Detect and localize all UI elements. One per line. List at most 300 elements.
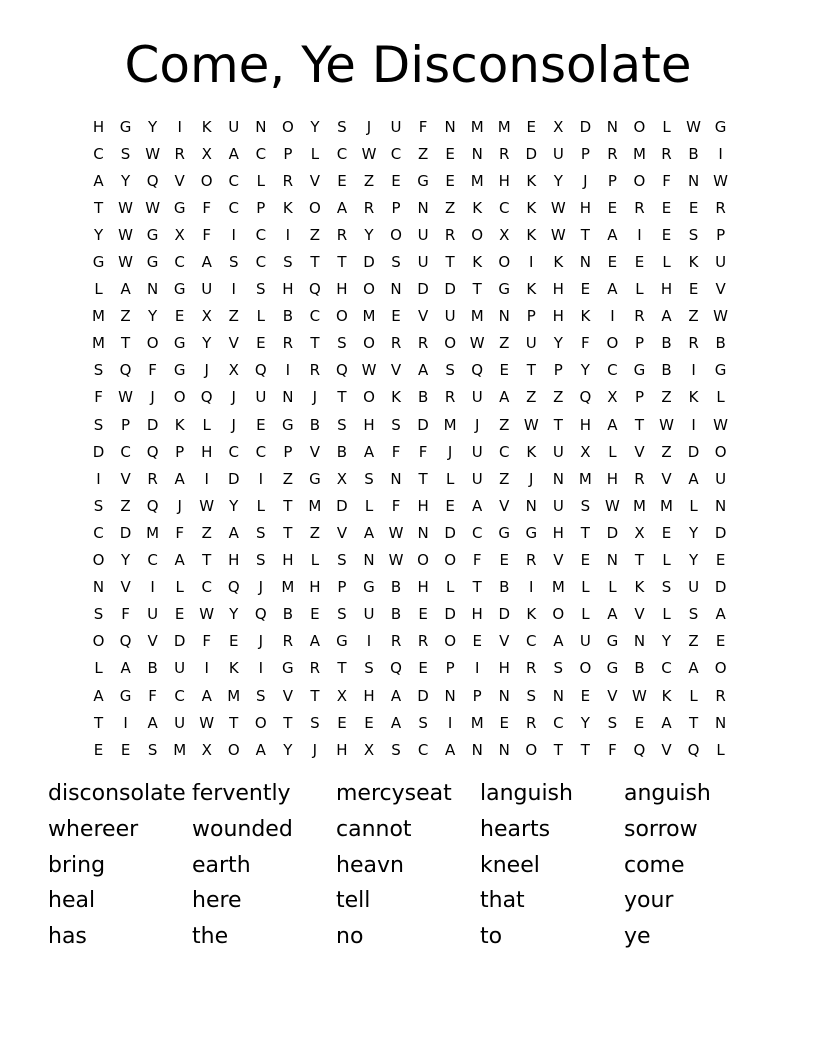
grid-letter: Y xyxy=(580,713,590,732)
grid-letter: E xyxy=(445,144,455,163)
grid-letter: X xyxy=(201,740,212,759)
grid-letter: D xyxy=(417,686,429,705)
grid-letter: M xyxy=(551,578,565,597)
grid-letter: L xyxy=(175,578,184,597)
grid-letter: T xyxy=(634,551,645,570)
grid-letter: T xyxy=(553,415,563,434)
grid-letter: W xyxy=(118,225,133,244)
grid-letter: J xyxy=(474,415,480,434)
grid-letter: C xyxy=(390,144,402,163)
grid-letter: G xyxy=(498,280,511,299)
grid-letter: S xyxy=(256,523,266,542)
grid-letter: R xyxy=(336,225,348,244)
grid-letter: D xyxy=(363,253,375,272)
word-list-item: to xyxy=(480,924,503,949)
grid-letter: C xyxy=(607,361,618,380)
grid-letter: R xyxy=(607,144,618,163)
grid-letter: E xyxy=(310,605,320,624)
grid-letter: K xyxy=(228,659,239,678)
grid-letter: D xyxy=(92,442,105,461)
grid-letter: R xyxy=(526,713,537,732)
grid-letter: Q xyxy=(146,442,159,461)
grid-letter: F xyxy=(418,117,428,136)
grid-letter: J xyxy=(447,442,453,461)
grid-letter: E xyxy=(472,632,482,651)
grid-letter: F xyxy=(202,198,212,217)
grid-letter: N xyxy=(552,686,564,705)
grid-letter: A xyxy=(363,442,375,461)
grid-letter: K xyxy=(553,253,564,272)
grid-letter: D xyxy=(444,523,456,542)
grid-letter: C xyxy=(526,632,537,651)
grid-letter: M xyxy=(227,686,241,705)
grid-letter: U xyxy=(174,713,186,732)
grid-letter: V xyxy=(174,171,185,190)
grid-letter: R xyxy=(715,686,726,705)
grid-letter: K xyxy=(526,605,537,624)
grid-letter: H xyxy=(660,280,673,299)
grid-letter: E xyxy=(364,713,374,732)
grid-letter: N xyxy=(498,686,510,705)
grid-letter: I xyxy=(529,253,534,272)
grid-letter: G xyxy=(363,578,375,597)
grid-letter: R xyxy=(444,225,456,244)
grid-letter: G xyxy=(309,469,321,488)
grid-letter: L xyxy=(310,144,320,163)
grid-letter: K xyxy=(526,442,537,461)
grid-letter: E xyxy=(93,740,104,759)
grid-letter: F xyxy=(418,442,428,461)
grid-letter: G xyxy=(92,253,105,272)
grid-letter: T xyxy=(283,713,293,732)
grid-letter: W xyxy=(523,415,539,434)
grid-letter: G xyxy=(633,361,646,380)
grid-letter: J xyxy=(204,361,209,380)
grid-letter: W xyxy=(550,198,566,217)
grid-letter: H xyxy=(309,578,321,597)
grid-letter: Y xyxy=(580,361,590,380)
grid-letter: Y xyxy=(364,225,374,244)
grid-letter: Q xyxy=(254,605,267,624)
grid-letter: E xyxy=(418,659,428,678)
grid-letter: R xyxy=(174,144,185,163)
grid-letter: E xyxy=(580,280,591,299)
grid-letter: R xyxy=(309,659,321,678)
grid-letter: O xyxy=(525,740,538,759)
grid-letter: V xyxy=(417,307,429,326)
grid-letter: M xyxy=(92,307,105,326)
grid-letter: F xyxy=(148,361,157,380)
grid-letter: G xyxy=(282,659,294,678)
grid-letter: A xyxy=(688,469,699,488)
grid-letter: N xyxy=(579,253,591,272)
grid-letter: U xyxy=(363,605,375,624)
grid-letter: T xyxy=(283,496,293,515)
grid-letter: N xyxy=(444,686,456,705)
grid-letter: Z xyxy=(499,415,510,434)
grid-letter: S xyxy=(445,361,455,380)
grid-letter: Z xyxy=(499,469,510,488)
grid-letter: E xyxy=(634,253,645,272)
grid-letter: S xyxy=(391,415,401,434)
grid-letter: D xyxy=(687,442,700,461)
grid-letter: D xyxy=(444,605,456,624)
grid-row xyxy=(85,276,734,303)
grid-letter: H xyxy=(498,171,510,190)
grid-letter: B xyxy=(390,605,402,624)
grid-letter: V xyxy=(715,280,726,299)
grid-letter: M xyxy=(308,496,322,515)
grid-letter: I xyxy=(177,117,182,136)
grid-letter: S xyxy=(256,280,266,299)
grid-letter: B xyxy=(282,605,293,624)
grid-letter: T xyxy=(310,334,320,353)
word-list-item: no xyxy=(336,924,364,949)
grid-row xyxy=(85,303,734,330)
grid-letter: U xyxy=(417,225,429,244)
grid-letter: T xyxy=(337,659,347,678)
grid-letter: I xyxy=(258,469,264,488)
grid-letter: S xyxy=(93,415,104,434)
grid-letter: N xyxy=(417,198,429,217)
grid-letter: R xyxy=(715,198,726,217)
grid-letter: Y xyxy=(661,632,672,651)
grid-letter: A xyxy=(553,632,564,651)
grid-letter: X xyxy=(634,523,645,542)
grid-letter: H xyxy=(201,442,213,461)
grid-letter: S xyxy=(337,334,347,353)
grid-letter: M xyxy=(660,496,673,515)
grid-letter: V xyxy=(120,578,131,597)
grid-letter: E xyxy=(499,361,509,380)
grid-letter: Z xyxy=(363,171,375,190)
grid-letter: W xyxy=(550,225,566,244)
grid-letter: W xyxy=(713,415,729,434)
grid-letter: F xyxy=(391,496,401,515)
grid-letter: W xyxy=(361,144,377,163)
grid-letter: S xyxy=(580,496,591,515)
grid-letter: C xyxy=(417,740,429,759)
grid-letter: S xyxy=(310,713,320,732)
grid-letter: N xyxy=(714,496,727,515)
word-list-item: come xyxy=(624,852,685,878)
grid-letter: V xyxy=(499,632,510,651)
grid-letter: V xyxy=(309,442,321,461)
word-list-item: wounded xyxy=(192,816,293,842)
grid-letter: W xyxy=(145,198,161,217)
grid-letter: S xyxy=(688,225,699,244)
grid-letter: F xyxy=(121,605,130,624)
grid-letter: B xyxy=(661,334,672,353)
grid-letter: D xyxy=(606,523,619,542)
grid-letter: P xyxy=(175,442,185,461)
grid-letter: D xyxy=(336,496,348,515)
grid-letter: R xyxy=(634,469,645,488)
grid-letter: E xyxy=(499,551,509,570)
grid-letter: A xyxy=(499,388,510,407)
grid-letter: E xyxy=(174,605,185,624)
grid-row xyxy=(85,411,734,438)
grid-letter: C xyxy=(201,578,212,597)
grid-letter: B xyxy=(688,144,699,163)
grid-letter: V xyxy=(309,171,321,190)
grid-letter: L xyxy=(635,280,644,299)
grid-letter: S xyxy=(93,496,104,515)
grid-letter: B xyxy=(309,415,321,434)
grid-letter: U xyxy=(688,578,700,597)
grid-letter: V xyxy=(499,496,510,515)
grid-letter: F xyxy=(202,632,212,651)
grid-letter: X xyxy=(336,469,348,488)
grid-letter: R xyxy=(661,144,672,163)
grid-letter: P xyxy=(256,198,266,217)
grid-letter: J xyxy=(231,415,236,434)
grid-letter: S xyxy=(364,469,374,488)
grid-letter: C xyxy=(309,307,321,326)
grid-letter: B xyxy=(336,442,348,461)
grid-letter: D xyxy=(417,280,429,299)
grid-letter: N xyxy=(714,713,727,732)
grid-letter: A xyxy=(309,632,321,651)
grid-letter: C xyxy=(471,523,483,542)
grid-letter: Y xyxy=(310,117,320,136)
grid-letter: E xyxy=(256,415,266,434)
grid-letter: Z xyxy=(309,225,321,244)
grid-letter: D xyxy=(227,469,240,488)
grid-letter: Y xyxy=(93,225,104,244)
grid-letter: S xyxy=(526,686,537,705)
grid-letter: I xyxy=(447,713,453,732)
grid-letter: S xyxy=(337,117,347,136)
grid-letter: T xyxy=(580,740,590,759)
grid-letter: N xyxy=(498,740,510,759)
grid-letter: I xyxy=(691,415,696,434)
grid-letter: M xyxy=(281,578,295,597)
grid-letter: U xyxy=(390,117,402,136)
word-list-item: whereer xyxy=(48,816,139,842)
grid-row xyxy=(85,547,734,574)
grid-letter: M xyxy=(632,496,646,515)
grid-letter: N xyxy=(633,632,646,651)
grid-letter: C xyxy=(553,713,564,732)
grid-letter: A xyxy=(120,659,131,678)
grid-letter: E xyxy=(526,117,537,136)
grid-letter: U xyxy=(552,442,564,461)
grid-letter: A xyxy=(715,605,726,624)
grid-row xyxy=(85,194,734,221)
grid-letter: Q xyxy=(471,361,484,380)
grid-letter: Z xyxy=(309,523,321,542)
grid-letter: S xyxy=(283,253,293,272)
grid-letter: C xyxy=(93,144,104,163)
grid-letter: G xyxy=(173,334,186,353)
grid-letter: V xyxy=(553,551,564,570)
grid-letter: I xyxy=(204,659,209,678)
grid-letter: I xyxy=(691,361,696,380)
grid-letter: M xyxy=(92,334,105,353)
grid-letter: H xyxy=(336,280,348,299)
grid-letter: P xyxy=(526,307,536,326)
grid-letter: S xyxy=(93,605,104,624)
grid-letter: S xyxy=(553,659,564,678)
grid-letter: F xyxy=(662,171,671,190)
grid-letter: G xyxy=(146,253,159,272)
grid-letter: J xyxy=(312,740,318,759)
grid-letter: N xyxy=(471,740,483,759)
grid-letter: Y xyxy=(120,551,131,570)
grid-letter: L xyxy=(608,578,617,597)
grid-letter: J xyxy=(258,632,264,651)
grid-letter: Q xyxy=(633,740,646,759)
grid-letter: W xyxy=(118,253,133,272)
grid-letter: G xyxy=(282,415,294,434)
grid-letter: O xyxy=(308,198,321,217)
grid-letter: A xyxy=(228,523,239,542)
grid-letter: I xyxy=(123,713,128,732)
grid-letter: U xyxy=(715,253,727,272)
grid-letter: Q xyxy=(687,740,700,759)
grid-letter: K xyxy=(282,198,293,217)
grid-letter: O xyxy=(444,551,457,570)
word-list-item: sorrow xyxy=(624,816,698,842)
grid-letter: L xyxy=(716,740,725,759)
grid-letter: N xyxy=(498,307,510,326)
grid-letter: D xyxy=(498,605,510,624)
grid-letter: G xyxy=(119,117,132,136)
grid-letter: R xyxy=(444,388,456,407)
grid-letter: S xyxy=(391,253,401,272)
grid-letter: H xyxy=(92,117,105,136)
grid-letter: C xyxy=(661,659,672,678)
word-list-item: fervently xyxy=(192,781,291,806)
grid-letter: E xyxy=(229,632,239,651)
word-list-item: anguish xyxy=(624,781,711,806)
grid-letter: W xyxy=(632,686,647,705)
grid-letter: A xyxy=(363,523,375,542)
grid-letter: A xyxy=(607,225,618,244)
grid-letter: T xyxy=(445,253,455,272)
grid-letter: G xyxy=(146,225,159,244)
grid-letter: D xyxy=(173,632,186,651)
grid-letter: I xyxy=(529,578,534,597)
grid-letter: V xyxy=(147,632,158,651)
grid-letter: H xyxy=(336,740,348,759)
grid-letter: G xyxy=(525,523,538,542)
grid-letter: W xyxy=(659,415,674,434)
grid-letter: K xyxy=(526,280,537,299)
grid-letter: O xyxy=(363,334,375,353)
grid-letter: A xyxy=(607,415,618,434)
grid-letter: M xyxy=(497,117,511,136)
grid-letter: Q xyxy=(390,659,402,678)
word-list-item: hearts xyxy=(480,816,551,842)
grid-letter: G xyxy=(714,117,727,136)
grid-letter: T xyxy=(229,713,239,732)
grid-row xyxy=(85,438,734,465)
grid-letter: N xyxy=(552,469,564,488)
grid-letter: C xyxy=(255,225,267,244)
grid-letter: L xyxy=(256,171,265,190)
grid-letter: U xyxy=(444,307,456,326)
grid-letter: Q xyxy=(308,280,321,299)
grid-letter: D xyxy=(444,280,456,299)
grid-letter: O xyxy=(417,551,429,570)
grid-letter: U xyxy=(417,253,429,272)
grid-letter: H xyxy=(363,415,375,434)
grid-letter: Y xyxy=(148,307,158,326)
grid-letter: Y xyxy=(148,117,158,136)
grid-letter: J xyxy=(231,388,236,407)
grid-letter: S xyxy=(661,578,672,597)
grid-letter: G xyxy=(173,280,186,299)
grid-letter: R xyxy=(390,632,402,651)
grid-letter: H xyxy=(363,686,375,705)
grid-letter: A xyxy=(120,280,131,299)
grid-letter: F xyxy=(581,334,590,353)
grid-letter: H xyxy=(552,523,564,542)
grid-letter: O xyxy=(633,117,646,136)
grid-letter: G xyxy=(606,659,619,678)
word-list-item: your xyxy=(624,888,674,914)
grid-letter: J xyxy=(583,171,588,190)
grid-letter: U xyxy=(471,442,483,461)
grid-letter: X xyxy=(580,442,591,461)
grid-letter: X xyxy=(228,361,239,380)
grid-letter: A xyxy=(174,551,185,570)
grid-letter: N xyxy=(417,523,429,542)
page-title: Come, Ye Disconsolate xyxy=(124,36,692,94)
grid-letter: Q xyxy=(119,361,132,380)
grid-letter: X xyxy=(553,117,564,136)
grid-letter: X xyxy=(363,740,375,759)
grid-letter: P xyxy=(716,225,726,244)
grid-letter: I xyxy=(718,144,723,163)
grid-letter: Z xyxy=(661,388,672,407)
grid-letter: E xyxy=(337,713,347,732)
grid-letter: L xyxy=(581,605,590,624)
grid-letter: L xyxy=(689,686,698,705)
grid-letter: W xyxy=(199,713,215,732)
grid-letter: N xyxy=(282,388,294,407)
grid-letter: U xyxy=(228,117,240,136)
grid-letter: R xyxy=(282,334,294,353)
grid-letter: M xyxy=(470,307,484,326)
grid-letter: C xyxy=(93,523,104,542)
grid-letter: S xyxy=(256,686,266,705)
grid-letter: N xyxy=(390,469,402,488)
grid-letter: T xyxy=(337,388,347,407)
grid-letter: N xyxy=(471,144,483,163)
grid-letter: K xyxy=(201,117,212,136)
grid-letter: E xyxy=(445,171,455,190)
grid-letter: V xyxy=(336,523,348,542)
grid-letter: Q xyxy=(200,388,213,407)
grid-letter: A xyxy=(147,713,158,732)
grid-letter: I xyxy=(258,659,264,678)
grid-letter: O xyxy=(471,225,484,244)
grid-letter: G xyxy=(714,361,727,380)
grid-letter: H xyxy=(417,578,429,597)
grid-letter: M xyxy=(443,415,457,434)
grid-letter: A xyxy=(201,686,212,705)
grid-letter: O xyxy=(714,442,727,461)
grid-letter: G xyxy=(173,198,186,217)
grid-letter: G xyxy=(336,632,348,651)
grid-letter: W xyxy=(199,496,215,515)
grid-letter: V xyxy=(390,361,402,380)
grid-letter: A xyxy=(93,686,104,705)
grid-letter: T xyxy=(418,469,428,488)
